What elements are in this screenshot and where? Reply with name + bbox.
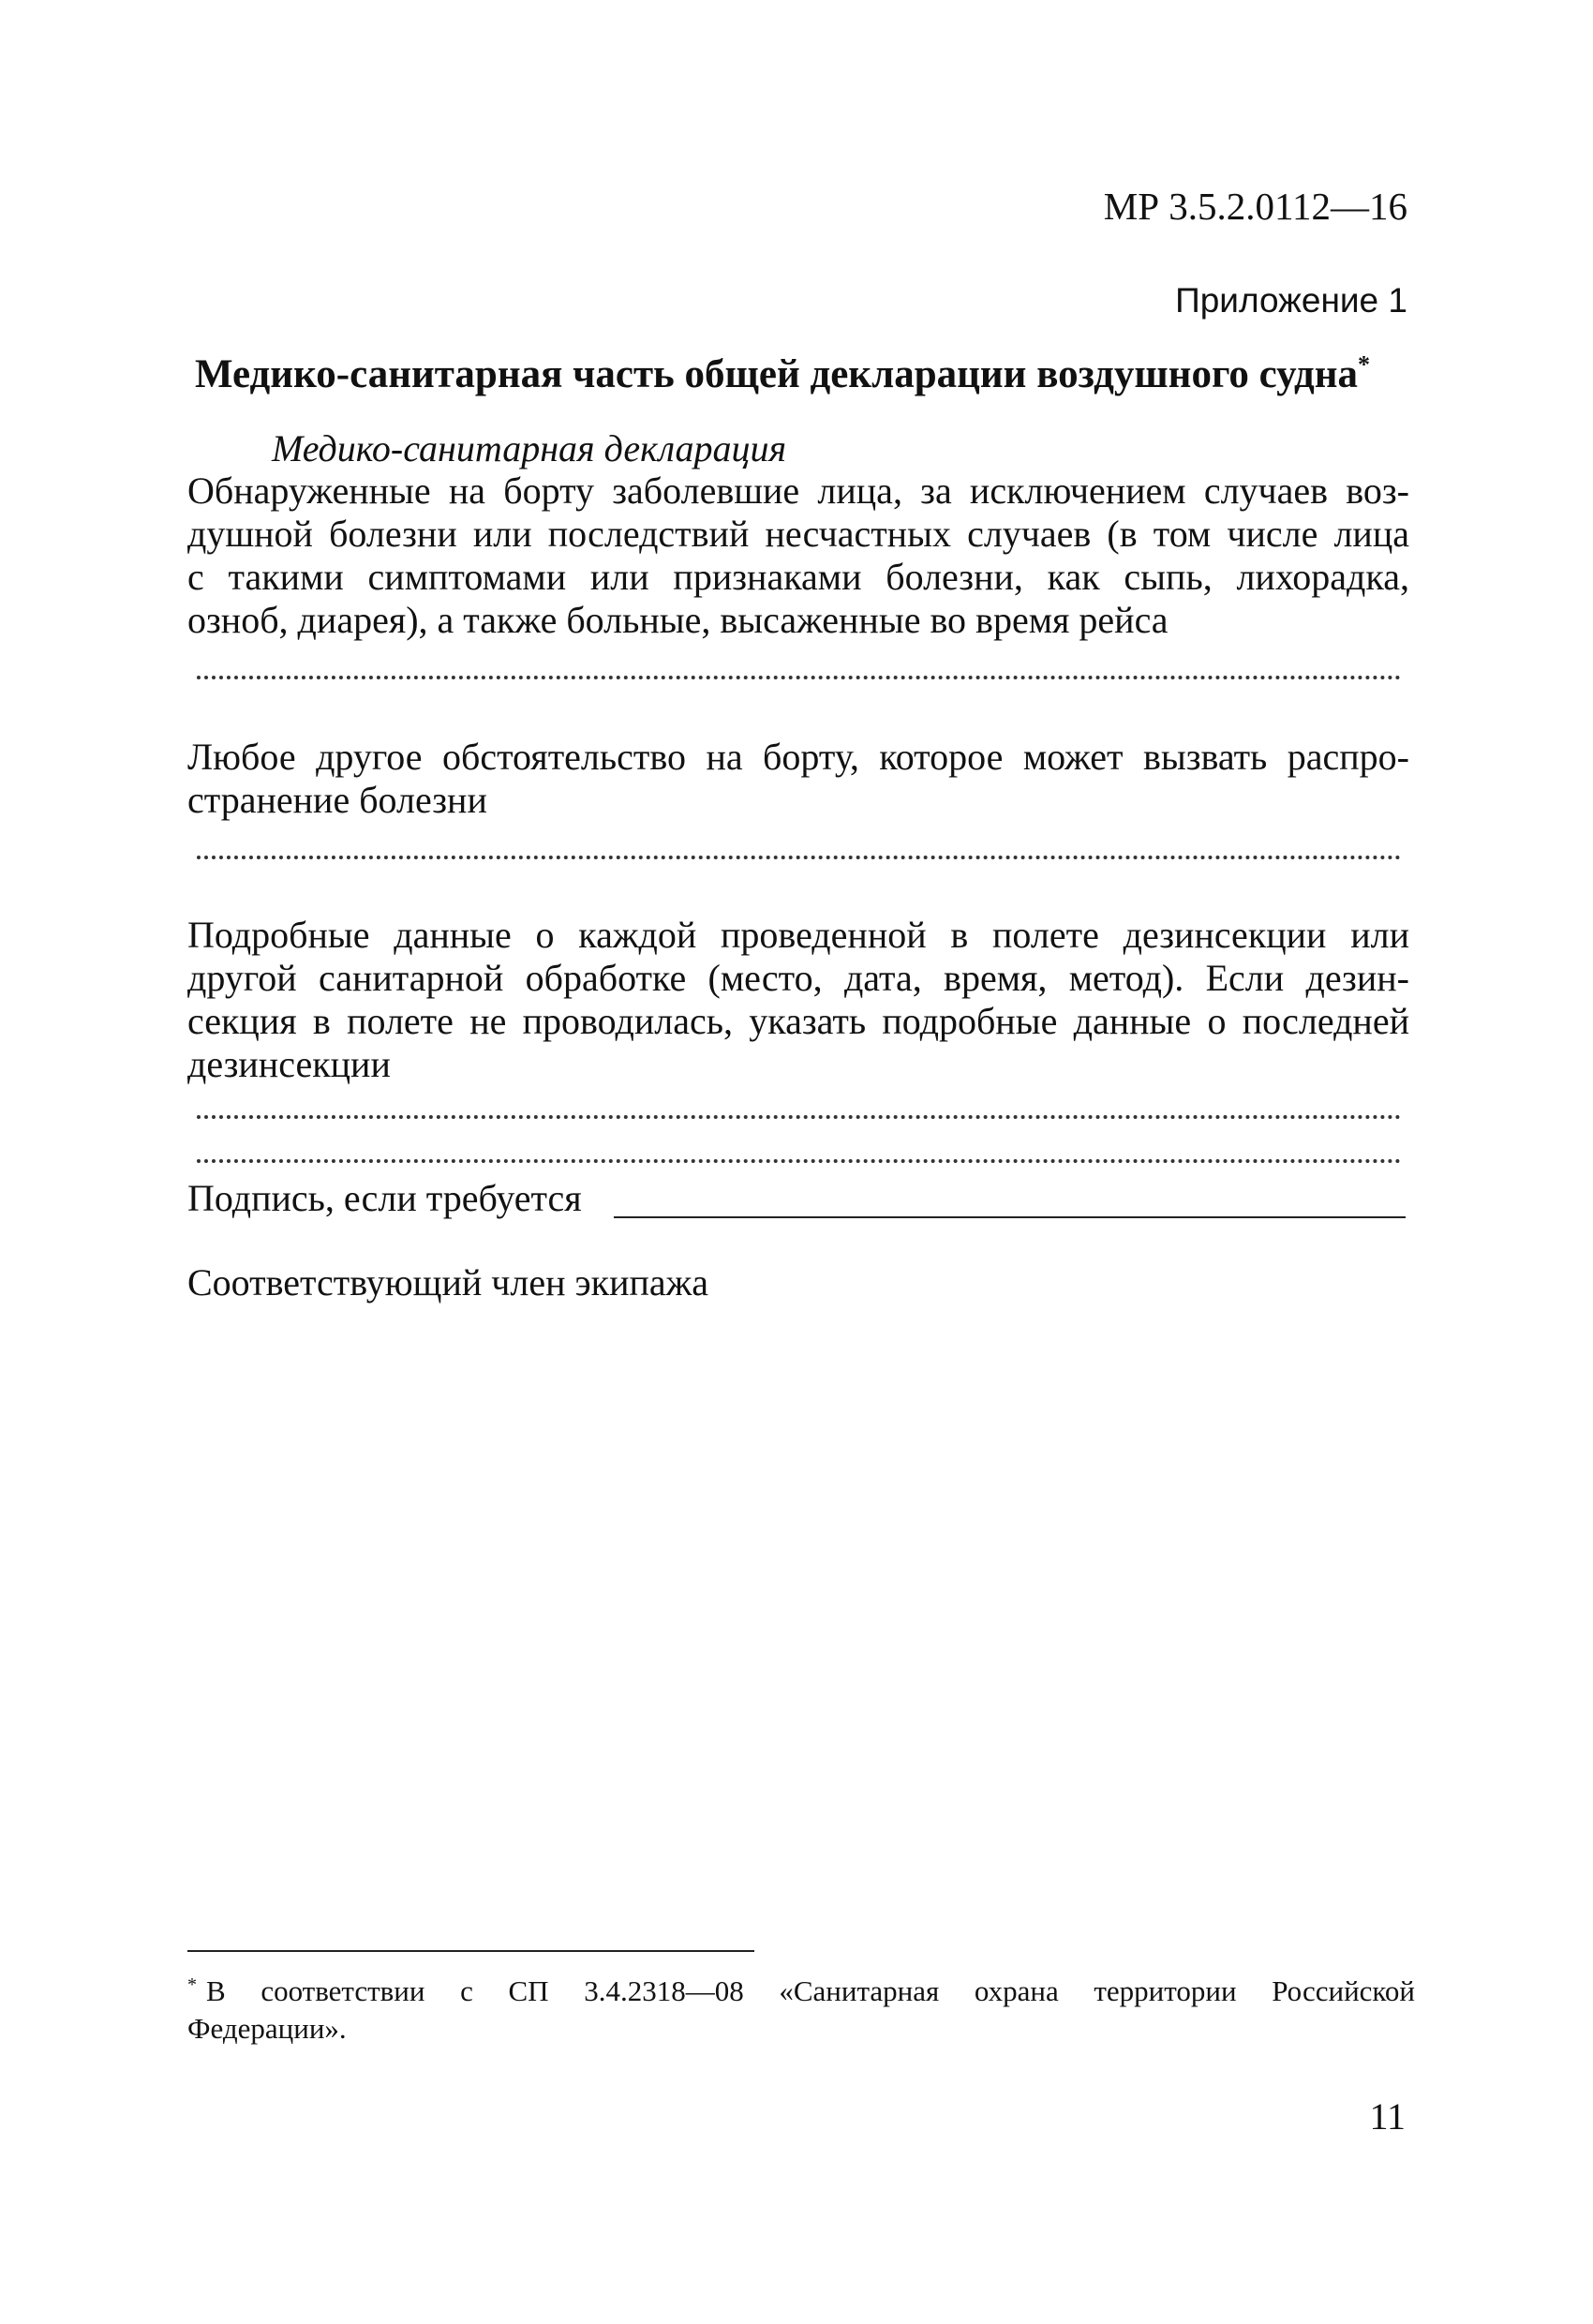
- paragraph-line: Обнаруженные на борту заболевшие лица, за исключением случаев воз-: [187, 469, 1409, 512]
- fill-in-field-other-circumstance[interactable]: [197, 856, 1401, 859]
- document-code: МР 3.5.2.0112—16: [1103, 185, 1407, 228]
- paragraph-line: Любое другое обстоятельство на борту, которое может вызвать распро-: [187, 736, 1409, 778]
- signature-row: [187, 1176, 1406, 1220]
- footnote: [187, 1973, 1415, 2048]
- paragraph-line: с такими симптомами или признаками болезни, как сыпь, лихорадка,: [187, 556, 1409, 598]
- signature-label: Подпись, если требуется: [187, 1177, 582, 1219]
- paragraph-line: Подробные данные о каждой проведенной в полете дезинсекции или: [187, 914, 1409, 956]
- footnote-line-text: В соответствии с СП 3.4.2318—08 «Санитарная охрана территории Российской: [206, 1974, 1415, 2007]
- footnote-line: Федерации».: [187, 2012, 347, 2045]
- crew-member-label: Соответствующий член экипажа: [187, 1261, 709, 1304]
- paragraph-other-circumstance: [187, 736, 1409, 822]
- paragraph-line: озноб, диарея), а также больные, высаженные во время рейса: [187, 599, 1169, 641]
- signature-line[interactable]: [614, 1216, 1406, 1218]
- footnote-divider: [187, 1950, 754, 1952]
- fill-in-field-sick-persons[interactable]: [197, 676, 1401, 679]
- paragraph-line: душной болезни или последствий несчастных случаев (в том числе лица: [187, 513, 1409, 555]
- paragraph-line: странение болезни: [187, 779, 487, 821]
- page-number: 11: [1369, 2095, 1406, 2138]
- fill-in-field-disinsection-1[interactable]: [197, 1115, 1401, 1119]
- appendix-label: Приложение 1: [1175, 281, 1407, 320]
- subtitle: Медико-санитарная декларация: [272, 427, 787, 469]
- page-title: [195, 351, 1370, 397]
- page-title-text: Медико-санитарная часть общей декларации воздушного судна: [195, 352, 1358, 396]
- footnote-mark: *: [187, 1974, 197, 1995]
- paragraph-line: дезинсекции: [187, 1043, 391, 1085]
- title-footnote-mark: *: [1358, 350, 1370, 379]
- paragraph-line: секция в полете не проводилась, указать подробные данные о последней: [187, 1000, 1409, 1042]
- paragraph-line: другой санитарной обработке (место, дата, время, метод). Если дезин-: [187, 957, 1409, 999]
- footnote-line: [187, 1973, 1415, 2010]
- paragraph-disinsection: [187, 914, 1409, 1086]
- fill-in-field-disinsection-2[interactable]: [197, 1159, 1401, 1163]
- paragraph-sick-persons: [187, 469, 1409, 642]
